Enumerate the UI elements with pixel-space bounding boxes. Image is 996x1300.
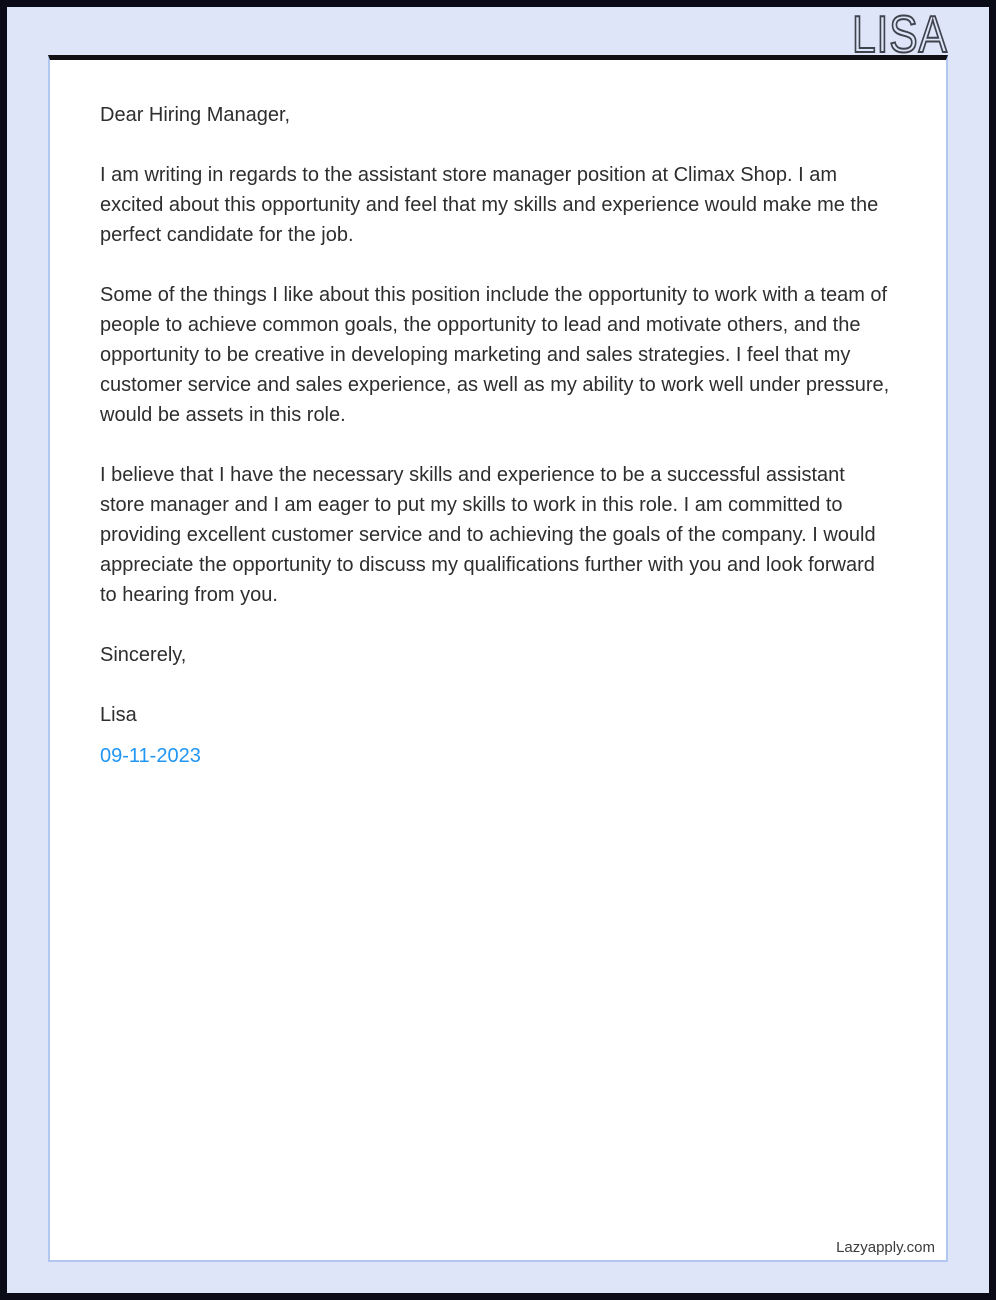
letter-page — [48, 55, 948, 1262]
paragraph-body: Some of the things I like about this position include the opportunity to work with a team of people to achieve common goals, the opportunity to lead and motivate others, and the opportunity to be creative in developing marketing and sales strategies. I feel that my customer service and sales experience, as well as my ability to work well under pressure, would be assets in this role. — [100, 284, 890, 426]
closing: Sincerely, — [100, 644, 187, 666]
lisa-logo: LISA — [852, 6, 948, 64]
paragraph-intro: I am writing in regards to the assistant store manager position at Climax Shop. I am excited about this opportunity and feel that my skills and experience would make me the perfect candidate for the job. — [100, 164, 879, 246]
salutation: Dear Hiring Manager, — [100, 104, 291, 126]
lazyapply-brand: Lazyapply.com — [836, 1239, 935, 1256]
signature-name: Lisa — [100, 704, 137, 726]
letter-date-link[interactable]: 09-11-2023 — [100, 745, 201, 767]
letter-content — [50, 60, 946, 771]
paragraph-closing-pitch: I believe that I have the necessary skills and experience to be a successful assistant store manager and I am eager to put my skills to work in this role. I am committed to providing excellent customer service and to achieving the goals of the company. I would appreciate the opportunity to discuss my qualifications further with you and look forward to hearing from you. — [100, 464, 876, 606]
